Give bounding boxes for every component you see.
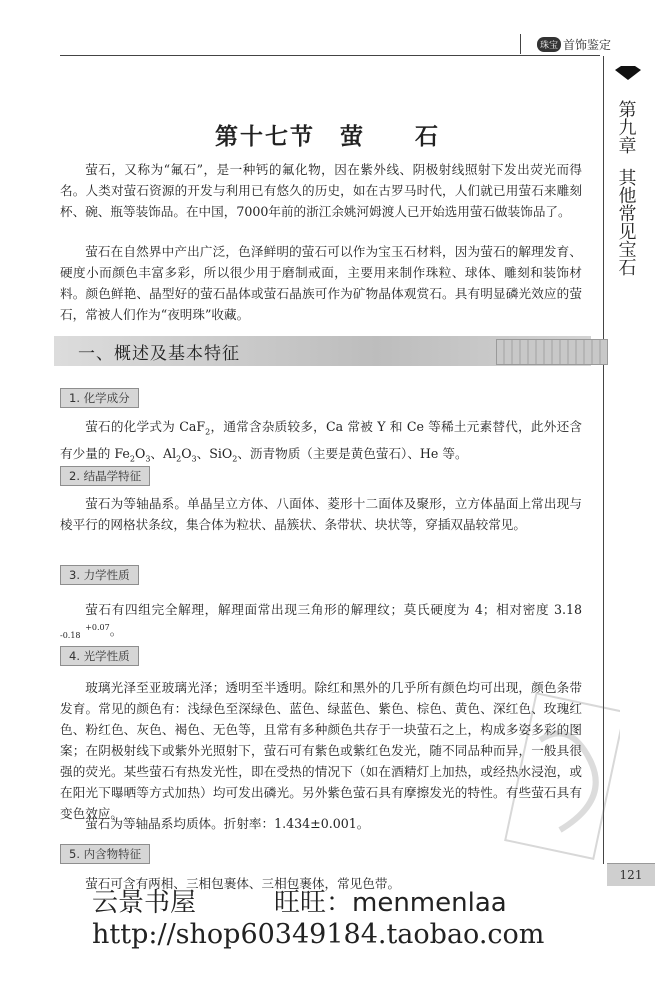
url-watermark: http://shop60349184.taobao.com (92, 919, 545, 950)
section-decoration (496, 339, 608, 365)
shop-watermark: 云景书屋 旺旺：menmenlaa (92, 888, 507, 918)
section-heading-bar (54, 336, 591, 366)
crystallography-paragraph: 萤石为等轴晶系。单晶呈立方体、八面体、菱形十二面体及聚形，立方体晶面上常出现与棱平行的网格状条纹，集合体为粒状、晶簇状、条带状、块状等，穿插双晶较常见。 (60, 496, 582, 532)
optics-refraction: 萤石为等轴晶系均质体。折射率：1.434±0.001。 (85, 816, 370, 831)
inclusions-paragraph: 萤石可含有两相、三相包裹体、三相包裹体，常见色带。 (85, 876, 401, 891)
subsection-label-inclusions: 5. 内含物特征 (60, 844, 150, 864)
page-number: 121 (607, 863, 655, 886)
book-badge: 珠宝 (537, 37, 561, 52)
optics-paragraph: 玻璃光泽至亚玻璃光泽；透明至半透明。除红和黑外的几乎所有颜色均可出现，颜色条带发育。常见的颜色有：浅绿色至深绿色、蓝色、绿蓝色、紫色、棕色、黄色、深红色、玫瑰红色、粉红色、灰色、褐色、无色等，且常有多种颜色共存于一块萤石之上，构成多姿多彩的图案；在阴极射线下或紫外光照射下，萤石可有紫色或紫红色发光，随不同品种而异，一般具很强的荧光。某些萤石有热发光性，即在受热的情况下（如在酒精灯上加热，或经热水浸泡，或在阳光下曝晒等方式加热）均可发出磷光。另外紫色萤石具有摩擦发光的特性。有些萤石具有变色效应。 (60, 680, 582, 821)
diamond-icon (615, 66, 641, 80)
chemistry-paragraph: 萤石的化学式为 CaF$_2$，通常含杂质较多，Ca 常被 Y 和 Ce 等稀土元素替代，此外还含有少量的 $Fe_2O_3$、$Al_2O_3$、SiO$_2$、沥青物质（主要是黄色萤石）、He 等。 (60, 419, 582, 464)
chapter-number: 第九章 (615, 100, 637, 154)
subsection-label-mechanics: 3. 力学性质 (60, 565, 139, 585)
mechanics-paragraph: 萤石有四组完全解理，解理面常出现三角形的解理纹；莫氏硬度为 4；相对密度 3.18+0.07 -0.18 。 (60, 602, 582, 640)
intro-paragraph-2: 萤石在自然界中产出广泛，色泽鲜明的萤石可以作为宝玉石材料，因为萤石的解理发育、硬度小而颜色丰富多彩，所以很少用于磨制戒面，主要用来制作珠粒、球体、雕刻和装饰材料。颜色鲜艳、晶型好的萤石晶体或萤石晶族可作为矿物晶体观赏石。具有明显磷光效应的萤石，常被人们作为“夜明珠”收藏。 (60, 244, 582, 322)
book-title: 首饰鉴定 (562, 37, 611, 52)
chapter-name: 其他常见宝石 (615, 168, 637, 276)
watermark-stamp (500, 690, 620, 860)
section-heading: 一、概述及基本特征 (78, 343, 240, 364)
header-rule (60, 55, 600, 56)
intro-paragraph-1: 萤石，又称为“氟石”，是一种钙的氟化物，因在紫外线、阴极射线照射下发出荧光而得名。人类对萤石资源的开发与利用已有悠久的历史，如在古罗马时代，人们就已用萤石来雕刻杯、碗、瓶等装饰品。在中国，7000年前的浙江余姚河姆渡人已开始选用萤石做装饰品了。 (60, 162, 582, 219)
page-title: 第十七节 萤 石 (215, 124, 440, 150)
subsection-label-crystallography: 2. 结晶学特征 (60, 466, 150, 486)
running-header (520, 34, 611, 54)
subsection-label-optics: 4. 光学性质 (60, 646, 139, 666)
subsection-label-chemistry: 1. 化学成分 (60, 388, 139, 408)
